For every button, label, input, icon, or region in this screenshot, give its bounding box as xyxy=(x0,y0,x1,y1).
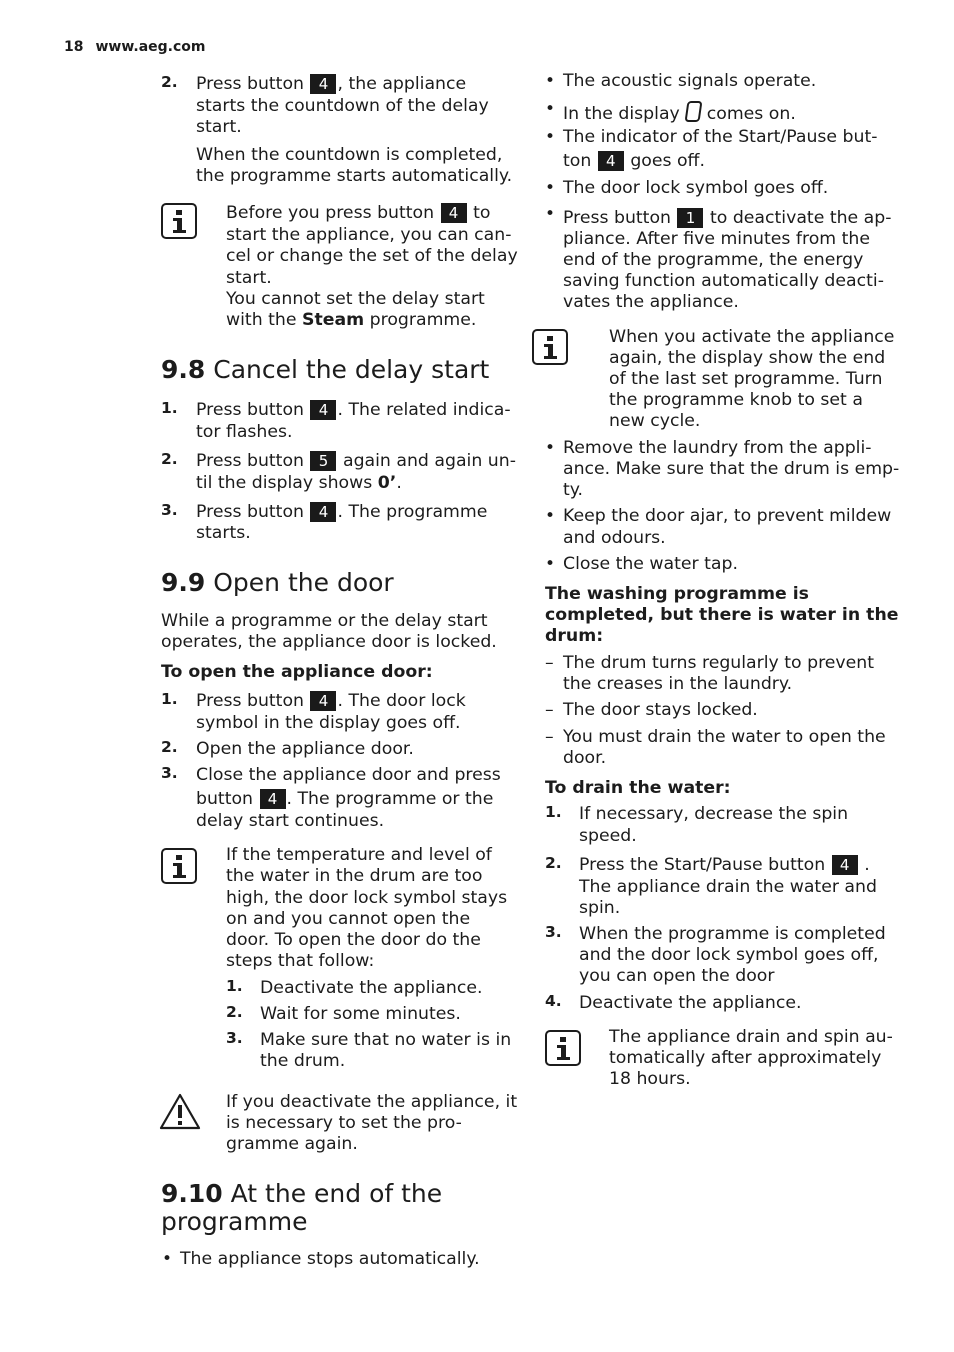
text: . The programme xyxy=(337,502,488,522)
section-number: 9.10 xyxy=(161,1179,223,1208)
dash-marker: – xyxy=(545,653,554,673)
info-text: high, the door lock symbol stays xyxy=(226,888,508,908)
step-text: Deactivate the appliance. xyxy=(260,978,483,998)
bullet-text: vates the appliance. xyxy=(563,292,739,312)
text: Before you press button xyxy=(226,203,435,223)
text: In the display xyxy=(563,104,680,124)
bullet-text xyxy=(563,151,705,172)
programme-name: Steam xyxy=(302,310,365,330)
step-number: 2. xyxy=(545,854,562,872)
bullet-text: Keep the door ajar, to prevent mildew xyxy=(563,506,892,526)
info-text xyxy=(226,203,490,224)
section-title: Open the door xyxy=(213,568,394,597)
text: Press button xyxy=(196,74,304,94)
bullet-text: saving function automatically deacti- xyxy=(563,271,884,291)
step-text: tor flashes. xyxy=(196,422,293,442)
info-text: The appliance drain and spin au- xyxy=(609,1027,893,1047)
text: Press button xyxy=(196,400,304,420)
dash-text: You must drain the water to open the xyxy=(563,727,886,747)
dash-text: The drum turns regularly to prevent xyxy=(563,653,875,673)
step-text: When the countdown is completed, xyxy=(196,145,503,165)
info-text: the water in the drum are too xyxy=(226,866,483,886)
bullet-dot: • xyxy=(545,506,556,526)
step-text: Wait for some minutes. xyxy=(260,1004,461,1024)
step-text: and the door lock symbol goes off, xyxy=(579,945,879,965)
section-number: 9.9 xyxy=(161,568,206,597)
subheading: drum: xyxy=(545,626,604,646)
bullet-text: pliance. After five minutes from the xyxy=(563,229,870,249)
step-number: 3. xyxy=(161,501,178,519)
step-number: 3. xyxy=(161,764,178,782)
bullet-text: ance. Make sure that the drum is emp- xyxy=(563,459,900,479)
step-text xyxy=(196,473,402,494)
info-text: start. xyxy=(226,268,272,288)
bullet-text: Remove the laundry from the appli- xyxy=(563,438,872,458)
step-number: 2. xyxy=(161,450,178,468)
bullet-text: The indicator of the Start/Pause but- xyxy=(563,127,878,147)
info-icon xyxy=(545,1030,581,1066)
step-number: 1. xyxy=(161,399,178,417)
info-text: door. To open the door do the xyxy=(226,930,481,950)
text: Press button xyxy=(563,208,671,228)
step-text: you can open the door xyxy=(579,966,775,986)
subheading: To drain the water: xyxy=(545,778,731,798)
dash-marker: – xyxy=(545,727,554,747)
button-4-badge: 4 xyxy=(310,502,336,522)
dash-text: the creases in the laundry. xyxy=(563,674,793,694)
bullet-text: The appliance stops automatically. xyxy=(180,1249,480,1269)
step-number: 3. xyxy=(226,1029,243,1047)
text: ton xyxy=(563,151,592,171)
button-4-badge: 4 xyxy=(310,74,336,94)
info-text: of the last set programme. Turn xyxy=(609,369,883,389)
info-text: on and you cannot open the xyxy=(226,909,471,929)
bullet-dot: • xyxy=(545,71,556,91)
bullet-dot: • xyxy=(545,178,556,198)
step-text xyxy=(196,691,466,712)
button-4-badge: 4 xyxy=(260,789,286,809)
warning-text: is necessary to set the pro- xyxy=(226,1113,462,1133)
website-url[interactable]: www.aeg.com xyxy=(95,39,206,55)
warning-text: If you deactivate the appliance, it xyxy=(226,1092,518,1112)
paragraph: While a programme or the delay start xyxy=(161,611,488,631)
step-text: delay start continues. xyxy=(196,811,385,831)
text: . xyxy=(396,473,402,493)
bullet-text: The door lock symbol goes off. xyxy=(563,178,829,198)
text: Press button xyxy=(196,691,304,711)
step-number: 1. xyxy=(226,977,243,995)
dash-text: The door stays locked. xyxy=(563,700,758,720)
button-1-badge: 1 xyxy=(677,208,703,228)
step-text xyxy=(196,400,511,421)
section-title: Cancel the delay start xyxy=(213,355,490,384)
button-4-badge: 4 xyxy=(832,855,858,875)
display-zero-icon xyxy=(684,101,702,122)
section-heading-9-9 xyxy=(161,569,394,597)
step-text xyxy=(196,74,466,95)
button-4-badge: 4 xyxy=(310,400,336,420)
bullet-dot: • xyxy=(545,99,556,119)
step-text: speed. xyxy=(579,826,637,846)
step-text: starts. xyxy=(196,523,251,543)
step-text xyxy=(196,789,493,810)
button-4-badge: 4 xyxy=(598,151,624,171)
text: . The programme or the xyxy=(286,789,494,809)
step-number: 1. xyxy=(545,803,562,821)
step-text: Deactivate the appliance. xyxy=(579,993,802,1013)
step-text: When the programme is completed xyxy=(579,924,886,944)
info-text: the programme knob to set a xyxy=(609,390,863,410)
bullet-dot: • xyxy=(545,204,556,224)
dash-marker: – xyxy=(545,700,554,720)
step-text: spin. xyxy=(579,898,621,918)
step-number: 3. xyxy=(545,923,562,941)
warning-icon xyxy=(159,1093,201,1131)
bullet-text: ty. xyxy=(563,480,584,500)
info-text: again, the display show the end xyxy=(609,348,886,368)
bullet-dot: • xyxy=(545,127,556,147)
step-text: The appliance drain the water and xyxy=(579,877,877,897)
info-text: When you activate the appliance xyxy=(609,327,895,347)
text: programme. xyxy=(369,310,477,330)
button-4-badge: 4 xyxy=(441,203,467,223)
paragraph: operates, the appliance door is locked. xyxy=(161,632,497,652)
bullet-text xyxy=(563,101,796,125)
text: again and again un- xyxy=(342,451,516,471)
bullet-text: and odours. xyxy=(563,528,666,548)
step-text: symbol in the display goes off. xyxy=(196,713,461,733)
step-text xyxy=(196,502,487,523)
section-title: At the end of the xyxy=(230,1179,443,1208)
page-header xyxy=(64,38,206,56)
button-5-badge: 5 xyxy=(310,451,336,471)
text: Press the Start/Pause button xyxy=(579,855,826,875)
button-4-badge: 4 xyxy=(310,691,336,711)
bullet-text: The acoustic signals operate. xyxy=(563,71,817,91)
info-text: new cycle. xyxy=(609,411,701,431)
warning-text: gramme again. xyxy=(226,1134,358,1154)
text: to deactivate the ap- xyxy=(709,208,892,228)
section-heading-9-10 xyxy=(161,1180,442,1208)
text: til the display shows xyxy=(196,473,373,493)
dash-text: door. xyxy=(563,748,607,768)
section-heading-9-10-cont: programme xyxy=(161,1207,308,1236)
text: comes on. xyxy=(706,104,796,124)
text: , the appliance xyxy=(337,74,467,94)
info-text: 18 hours. xyxy=(609,1069,691,1089)
step-text: If necessary, decrease the spin xyxy=(579,804,849,824)
bullet-text xyxy=(563,208,891,229)
text: button xyxy=(196,789,253,809)
text: to xyxy=(473,203,491,223)
step-number: 1. xyxy=(161,690,178,708)
subheading: The washing programme is xyxy=(545,584,809,604)
step-text: Close the appliance door and press xyxy=(196,765,501,785)
text: . The door lock xyxy=(337,691,466,711)
step-text xyxy=(196,451,516,472)
subheading: completed, but there is water in the xyxy=(545,605,899,625)
info-text: cel or change the set of the delay xyxy=(226,246,518,266)
page-number: 18 xyxy=(64,39,84,55)
step-text: the programme starts automatically. xyxy=(196,166,513,186)
text: goes off. xyxy=(630,151,705,171)
text: Press button xyxy=(196,502,304,522)
info-text: If the temperature and level of xyxy=(226,845,492,865)
step-text xyxy=(579,855,870,876)
section-number: 9.8 xyxy=(161,355,206,384)
bullet-dot: • xyxy=(162,1249,173,1269)
step-number: 2. xyxy=(161,738,178,756)
info-text: You cannot set the delay start xyxy=(226,289,485,309)
info-icon xyxy=(161,848,197,884)
info-text: steps that follow: xyxy=(226,951,375,971)
step-number: 4. xyxy=(545,992,562,1010)
bullet-dot: • xyxy=(545,554,556,574)
info-icon xyxy=(532,329,568,365)
info-text: start the appliance, you can can- xyxy=(226,225,512,245)
info-text xyxy=(226,310,476,331)
text: with the xyxy=(226,310,297,330)
info-icon xyxy=(161,203,197,239)
info-text: tomatically after approximately xyxy=(609,1048,882,1068)
step-text: the drum. xyxy=(260,1051,346,1071)
bullet-dot: • xyxy=(545,438,556,458)
bullet-text: Close the water tap. xyxy=(563,554,738,574)
step-number: 2. xyxy=(226,1003,243,1021)
text: . The related indica- xyxy=(337,400,511,420)
text: . xyxy=(864,855,870,875)
section-heading-9-8 xyxy=(161,356,489,384)
display-value: 0’ xyxy=(377,473,397,493)
step-number: 2. xyxy=(161,73,178,91)
bullet-text: end of the programme, the energy xyxy=(563,250,864,270)
step-text: Make sure that no water is in xyxy=(260,1030,512,1050)
step-text: start. xyxy=(196,117,242,137)
text: Press button xyxy=(196,451,304,471)
subheading: To open the appliance door: xyxy=(161,662,433,682)
step-text: Open the appliance door. xyxy=(196,739,414,759)
step-text: starts the countdown of the delay xyxy=(196,96,489,116)
